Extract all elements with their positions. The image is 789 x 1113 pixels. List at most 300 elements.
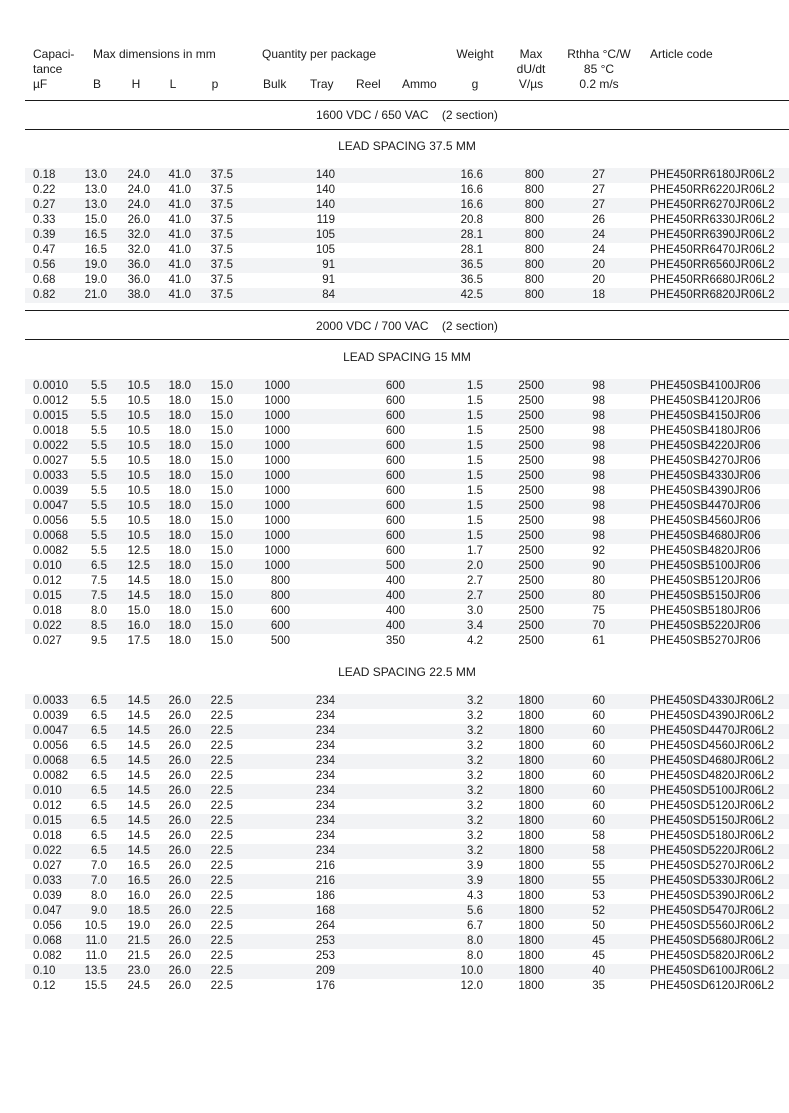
table-row xyxy=(25,499,789,514)
table-cell: 1800 xyxy=(518,800,544,812)
table-cell: PHE450SB4560JR06 xyxy=(650,515,761,527)
table-cell xyxy=(365,724,405,739)
table-cell: 14.5 xyxy=(127,590,150,602)
table-cell: 140 xyxy=(315,169,335,181)
table-cell: 23.0 xyxy=(127,965,150,977)
table-cell: 17.5 xyxy=(127,635,150,647)
table-cell: 2500 xyxy=(518,485,544,497)
table-cell: 12.0 xyxy=(460,980,483,992)
table-cell: 350 xyxy=(385,635,405,647)
table-cell: 26.0 xyxy=(168,740,191,752)
table-cell: 15.0 xyxy=(210,530,233,542)
table-cell: 6.7 xyxy=(467,920,483,932)
table-cell: 60 xyxy=(592,770,605,782)
table-cell: 2500 xyxy=(518,515,544,527)
table-cell xyxy=(405,589,445,604)
table-cell: 800 xyxy=(524,259,544,271)
table-cell xyxy=(295,499,335,514)
table-cell xyxy=(250,183,290,198)
table-cell xyxy=(365,258,405,273)
table-cell: PHE450SD5820JR06L2 xyxy=(650,950,775,962)
table-cell: 26.0 xyxy=(168,920,191,932)
table-cell: 1.5 xyxy=(467,470,483,482)
table-cell xyxy=(405,544,445,559)
table-cell: 234 xyxy=(315,725,335,737)
table-cell xyxy=(295,634,335,649)
table-cell: 234 xyxy=(315,755,335,767)
table-cell: 28.1 xyxy=(460,244,483,256)
table-cell: 37.5 xyxy=(210,199,233,211)
table-cell: 1800 xyxy=(518,980,544,992)
table-cell: 26.0 xyxy=(168,875,191,887)
table-cell: 0.0027 xyxy=(33,455,69,467)
table-cell: 0.022 xyxy=(33,845,62,857)
table-cell: 1.5 xyxy=(467,485,483,497)
table-cell: 13.5 xyxy=(84,965,107,977)
table-cell: 234 xyxy=(315,695,335,707)
table-cell: 0.12 xyxy=(33,980,56,992)
table-cell: 16.0 xyxy=(127,620,150,632)
table-cell: 1000 xyxy=(264,545,290,557)
table-cell: 10.0 xyxy=(460,965,483,977)
table-cell: 6.5 xyxy=(91,755,107,767)
table-cell: 0.0082 xyxy=(33,770,69,782)
table-cell: 15.0 xyxy=(210,485,233,497)
table-cell: PHE450SB5270JR06 xyxy=(650,635,761,647)
table-cell xyxy=(405,634,445,649)
table-cell xyxy=(365,754,405,769)
table-cell: 26.0 xyxy=(127,214,150,226)
table-cell: 0.027 xyxy=(33,860,62,872)
table-cell: 14.5 xyxy=(127,725,150,737)
table-cell: 18.0 xyxy=(168,395,191,407)
table-cell xyxy=(365,874,405,889)
table-cell xyxy=(295,484,335,499)
table-cell xyxy=(365,288,405,303)
table-cell: 26.0 xyxy=(168,845,191,857)
table-cell: 58 xyxy=(592,830,605,842)
table-cell xyxy=(365,168,405,183)
table-cell: 1800 xyxy=(518,725,544,737)
table-row xyxy=(25,198,789,213)
table-cell xyxy=(405,799,445,814)
table-cell: 5.5 xyxy=(91,410,107,422)
table-row xyxy=(25,574,789,589)
table-cell: PHE450RR6680JR06L2 xyxy=(650,274,775,286)
table-cell xyxy=(405,183,445,198)
table-cell: 2500 xyxy=(518,380,544,392)
table-cell: 20 xyxy=(592,259,605,271)
table-cell: 2500 xyxy=(518,530,544,542)
table-cell: 60 xyxy=(592,785,605,797)
table-cell: 98 xyxy=(592,500,605,512)
table-cell: 55 xyxy=(592,860,605,872)
table-cell: 5.5 xyxy=(91,485,107,497)
divider xyxy=(25,339,789,340)
table-cell: 0.0082 xyxy=(33,545,69,557)
table-cell: 2500 xyxy=(518,455,544,467)
table-cell: PHE450SB5100JR06 xyxy=(650,560,761,572)
table-cell: 32.0 xyxy=(127,244,150,256)
table-cell: 2.7 xyxy=(467,575,483,587)
group-heading-37-5: LEAD SPACING 37.5 MM xyxy=(338,139,476,153)
table-cell: 14.5 xyxy=(127,755,150,767)
table-cell: 10.5 xyxy=(127,410,150,422)
table-row xyxy=(25,889,789,904)
table-cell: 26.0 xyxy=(168,710,191,722)
table-cell: 24.0 xyxy=(127,184,150,196)
table-cell: 14.5 xyxy=(127,830,150,842)
col-header-article-code: Article code xyxy=(650,47,713,61)
table-cell: 7.0 xyxy=(91,875,107,887)
table-cell: 26.0 xyxy=(168,830,191,842)
table-cell: 234 xyxy=(315,800,335,812)
table-cell: 53 xyxy=(592,890,605,902)
table-cell: 22.5 xyxy=(210,740,233,752)
table-cell: 21.5 xyxy=(127,935,150,947)
table-cell xyxy=(295,574,335,589)
table-cell: 8.0 xyxy=(91,605,107,617)
table-cell: 800 xyxy=(524,169,544,181)
table-cell: 800 xyxy=(524,274,544,286)
table-cell: 37.5 xyxy=(210,184,233,196)
table-row xyxy=(25,754,789,769)
table-cell: 26.0 xyxy=(168,935,191,947)
table-cell: 10.5 xyxy=(84,920,107,932)
table-cell xyxy=(250,949,290,964)
table-cell: 1.5 xyxy=(467,425,483,437)
table-cell: PHE450SD5150JR06L2 xyxy=(650,815,775,827)
table-cell xyxy=(365,964,405,979)
table-cell: 234 xyxy=(315,770,335,782)
table-cell: 15.0 xyxy=(210,380,233,392)
divider xyxy=(25,100,789,101)
table-cell: 600 xyxy=(385,395,405,407)
table-cell: 4.2 xyxy=(467,635,483,647)
table-cell: 800 xyxy=(270,590,290,602)
table-row xyxy=(25,619,789,634)
table-row xyxy=(25,709,789,724)
table-cell: 1.5 xyxy=(467,515,483,527)
table-cell: PHE450SD5120JR06L2 xyxy=(650,800,775,812)
table-cell: 3.9 xyxy=(467,875,483,887)
table-cell: 22.5 xyxy=(210,800,233,812)
table-cell: 1000 xyxy=(264,470,290,482)
table-cell: 0.22 xyxy=(33,184,56,196)
table-cell: 1000 xyxy=(264,485,290,497)
table-cell: 18.0 xyxy=(168,485,191,497)
table-cell: PHE450SD6120JR06L2 xyxy=(650,980,775,992)
table-cell: 0.0068 xyxy=(33,755,69,767)
table-cell: 16.6 xyxy=(460,184,483,196)
table-row xyxy=(25,183,789,198)
table-cell: 22.5 xyxy=(210,965,233,977)
table-cell: 234 xyxy=(315,740,335,752)
table-cell: 3.0 xyxy=(467,605,483,617)
table-cell xyxy=(295,589,335,604)
table-cell: 22.5 xyxy=(210,920,233,932)
table-cell: 2500 xyxy=(518,425,544,437)
table-cell: 2.7 xyxy=(467,590,483,602)
table-row xyxy=(25,694,789,709)
table-cell: PHE450SB4180JR06 xyxy=(650,425,761,437)
table-cell: 234 xyxy=(315,785,335,797)
table-cell: 2500 xyxy=(518,545,544,557)
table-cell xyxy=(405,273,445,288)
table-cell: 60 xyxy=(592,755,605,767)
table-cell: 60 xyxy=(592,725,605,737)
table-cell: 18.0 xyxy=(168,455,191,467)
table-cell: 0.0010 xyxy=(33,380,69,392)
table-cell: 1800 xyxy=(518,965,544,977)
table-cell: 50 xyxy=(592,920,605,932)
table-row xyxy=(25,589,789,604)
table-row xyxy=(25,979,789,994)
table-cell xyxy=(405,979,445,994)
table-cell xyxy=(295,514,335,529)
section-title-2000vdc: 2000 VDC / 700 VAC (2 section) xyxy=(316,319,498,333)
table-cell xyxy=(405,949,445,964)
table-cell: PHE450SD5390JR06L2 xyxy=(650,890,775,902)
table-row xyxy=(25,784,789,799)
section-title-1600vdc: 1600 VDC / 650 VAC (2 section) xyxy=(316,108,498,122)
table-cell xyxy=(250,769,290,784)
table-cell: 3.2 xyxy=(467,710,483,722)
table-cell: 600 xyxy=(385,500,405,512)
table-cell: 22.5 xyxy=(210,905,233,917)
table-cell: 18.0 xyxy=(168,515,191,527)
table-cell: 1.5 xyxy=(467,395,483,407)
table-cell: 2500 xyxy=(518,500,544,512)
table-cell: 98 xyxy=(592,530,605,542)
table-cell: 26.0 xyxy=(168,860,191,872)
table-cell xyxy=(365,709,405,724)
col-header-rth: Rthha °C/W 85 °C 0.2 m/s xyxy=(567,47,631,91)
table-cell: 600 xyxy=(385,440,405,452)
table-cell: 24 xyxy=(592,229,605,241)
table-cell: 2500 xyxy=(518,590,544,602)
table-cell xyxy=(295,469,335,484)
table-cell: 6.5 xyxy=(91,770,107,782)
table-cell: 0.010 xyxy=(33,560,62,572)
table-cell: 16.5 xyxy=(127,860,150,872)
col-header-dudt: Max dU/dt V/µs xyxy=(516,47,546,91)
table-row xyxy=(25,228,789,243)
table-cell: 98 xyxy=(592,440,605,452)
table-cell: 14.5 xyxy=(127,710,150,722)
table-cell: 18.0 xyxy=(168,545,191,557)
table-cell: 0.018 xyxy=(33,830,62,842)
group-heading-22-5: LEAD SPACING 22.5 MM xyxy=(338,665,476,679)
table-cell xyxy=(405,394,445,409)
table-cell: 10.5 xyxy=(127,455,150,467)
table-cell: 0.056 xyxy=(33,920,62,932)
table-cell: 400 xyxy=(385,605,405,617)
table-cell: PHE450SD4470JR06L2 xyxy=(650,725,775,737)
col-header-max-dimensions: Max dimensions in mm xyxy=(93,47,216,61)
table-cell: 91 xyxy=(322,259,335,271)
table-cell: 0.012 xyxy=(33,575,62,587)
table-cell: 600 xyxy=(385,425,405,437)
table-cell: 105 xyxy=(315,244,335,256)
table-cell: 6.5 xyxy=(91,725,107,737)
table-cell: 168 xyxy=(315,905,335,917)
table-cell: 18.0 xyxy=(168,440,191,452)
table-cell: 0.018 xyxy=(33,605,62,617)
table-cell: 15.0 xyxy=(84,214,107,226)
table-cell: 0.0068 xyxy=(33,530,69,542)
table-cell: 26.0 xyxy=(168,755,191,767)
table-cell: 600 xyxy=(385,410,405,422)
table-cell: 8.0 xyxy=(467,950,483,962)
table-cell xyxy=(405,484,445,499)
table-cell xyxy=(295,379,335,394)
table-cell: PHE450SD5470JR06L2 xyxy=(650,905,775,917)
table-cell: 0.0012 xyxy=(33,395,69,407)
table-cell: 36.0 xyxy=(127,274,150,286)
table-cell: 140 xyxy=(315,199,335,211)
table-row xyxy=(25,814,789,829)
table-cell: 2.0 xyxy=(467,560,483,572)
table-cell: 6.5 xyxy=(91,785,107,797)
table-cell: 5.5 xyxy=(91,530,107,542)
table-cell: 3.2 xyxy=(467,770,483,782)
table-cell: 18.0 xyxy=(168,380,191,392)
table-cell: 209 xyxy=(315,965,335,977)
table-row xyxy=(25,964,789,979)
table-cell xyxy=(405,439,445,454)
table-cell xyxy=(365,889,405,904)
table-cell: 22.5 xyxy=(210,725,233,737)
table-cell: PHE450SB4120JR06 xyxy=(650,395,761,407)
table-cell: 216 xyxy=(315,875,335,887)
table-cell: 27 xyxy=(592,199,605,211)
table-cell: 5.6 xyxy=(467,905,483,917)
table-row xyxy=(25,514,789,529)
table-cell: 14.5 xyxy=(127,695,150,707)
col-header-l: L xyxy=(169,77,177,91)
table-cell: 1800 xyxy=(518,845,544,857)
table-cell: 5.5 xyxy=(91,515,107,527)
table-cell: PHE450SD5560JR06L2 xyxy=(650,920,775,932)
table-cell: 7.5 xyxy=(91,575,107,587)
table-cell: 10.5 xyxy=(127,530,150,542)
table-cell: 119 xyxy=(316,214,335,226)
table-cell xyxy=(365,694,405,709)
table-cell: 15.0 xyxy=(210,455,233,467)
table-cell: 3.2 xyxy=(467,830,483,842)
table-cell xyxy=(405,243,445,258)
table-cell: 22.5 xyxy=(210,695,233,707)
table-cell: 1000 xyxy=(264,380,290,392)
table-cell: 1000 xyxy=(264,515,290,527)
table-row xyxy=(25,409,789,424)
table-cell: 0.0015 xyxy=(33,410,69,422)
table-cell: 0.68 xyxy=(33,274,56,286)
table-cell xyxy=(405,454,445,469)
table-cell: 22.5 xyxy=(210,815,233,827)
table-cell xyxy=(405,724,445,739)
table-cell: PHE450SB4330JR06 xyxy=(650,470,761,482)
table-cell: 10.5 xyxy=(127,440,150,452)
col-header-h: H xyxy=(131,77,141,91)
table-cell xyxy=(250,198,290,213)
table-cell xyxy=(250,964,290,979)
table-cell: PHE450SB5120JR06 xyxy=(650,575,761,587)
table-row xyxy=(25,559,789,574)
table-cell xyxy=(250,829,290,844)
table-cell: 36.5 xyxy=(460,274,483,286)
table-row xyxy=(25,258,789,273)
table-cell: 26.0 xyxy=(168,815,191,827)
table-cell: 6.5 xyxy=(91,695,107,707)
table-cell: 22.5 xyxy=(210,875,233,887)
table-cell: 6.5 xyxy=(91,560,107,572)
table-cell xyxy=(250,694,290,709)
table-cell xyxy=(405,889,445,904)
table-cell xyxy=(405,574,445,589)
table-cell: 600 xyxy=(270,605,290,617)
table-cell: 3.2 xyxy=(467,725,483,737)
table-cell xyxy=(405,814,445,829)
table-cell: 60 xyxy=(592,740,605,752)
table-cell: 0.082 xyxy=(33,950,62,962)
table-cell: 70 xyxy=(592,620,605,632)
table-cell: 26.0 xyxy=(168,905,191,917)
table-cell: 21.0 xyxy=(84,289,107,301)
table-cell: PHE450SB4100JR06 xyxy=(650,380,761,392)
table-cell: 1.7 xyxy=(467,545,483,557)
table-cell: 2500 xyxy=(518,620,544,632)
table-cell xyxy=(295,424,335,439)
table-row xyxy=(25,243,789,258)
table-cell: 9.5 xyxy=(91,635,107,647)
table-cell: 24.5 xyxy=(127,980,150,992)
table-cell: 0.015 xyxy=(33,815,62,827)
table-cell: 8.0 xyxy=(467,935,483,947)
table-cell: PHE450SD4820JR06L2 xyxy=(650,770,775,782)
table-cell: PHE450SD4390JR06L2 xyxy=(650,710,775,722)
table-cell: 15.0 xyxy=(210,560,233,572)
table-cell: 4.3 xyxy=(467,890,483,902)
table-cell: PHE450SB4820JR06 xyxy=(650,545,761,557)
table-cell: 1800 xyxy=(518,920,544,932)
table-cell xyxy=(405,934,445,949)
table-cell: 13.0 xyxy=(84,199,107,211)
table-cell: 8.0 xyxy=(91,890,107,902)
table-cell xyxy=(405,379,445,394)
table-cell: 800 xyxy=(524,244,544,256)
table-cell xyxy=(365,198,405,213)
table-cell: 37.5 xyxy=(210,229,233,241)
table-cell xyxy=(250,784,290,799)
table-cell: 18.5 xyxy=(127,905,150,917)
table-cell: 15.0 xyxy=(210,410,233,422)
table-cell: 26.0 xyxy=(168,950,191,962)
table-cell: 98 xyxy=(592,485,605,497)
table-cell: 2500 xyxy=(518,575,544,587)
table-cell xyxy=(405,964,445,979)
table-cell: 61 xyxy=(592,635,605,647)
table-cell: 75 xyxy=(592,605,605,617)
table-cell: 20 xyxy=(592,274,605,286)
table-cell: 1800 xyxy=(518,740,544,752)
table-cell: 18 xyxy=(592,289,605,301)
table-cell: 234 xyxy=(315,845,335,857)
table-cell: 1.5 xyxy=(467,410,483,422)
table-cell: 13.0 xyxy=(84,184,107,196)
table-cell: 0.022 xyxy=(33,620,62,632)
